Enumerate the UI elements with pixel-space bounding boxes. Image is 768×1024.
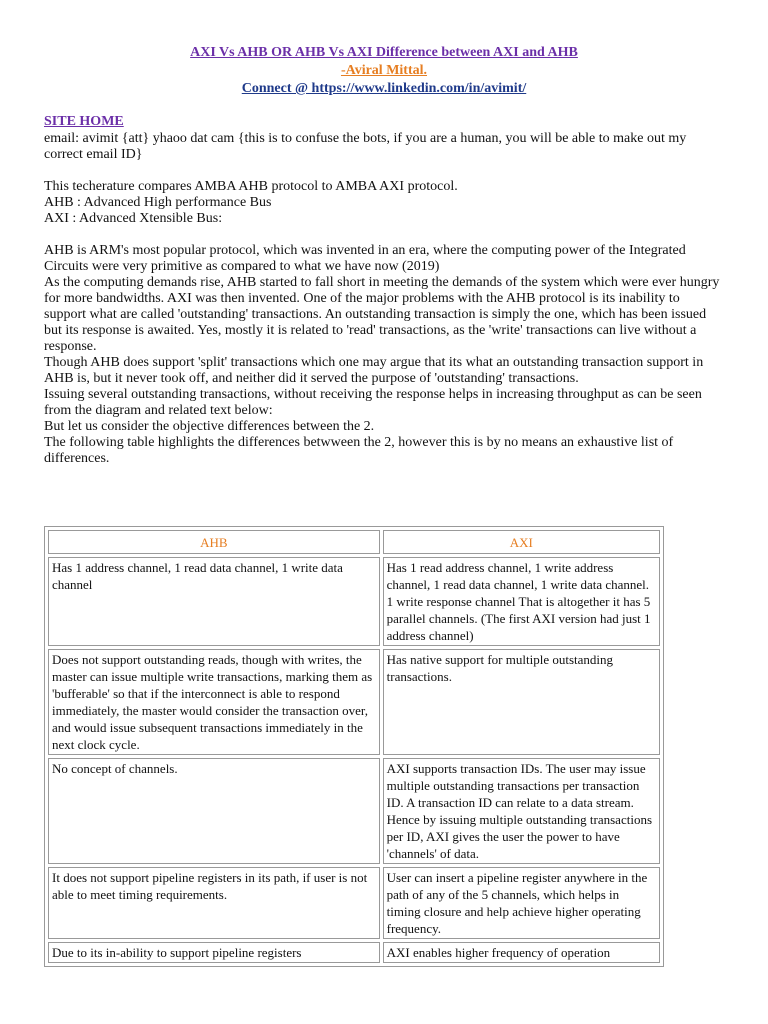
table-row — [48, 758, 660, 864]
header-axi: AXI — [383, 530, 660, 554]
paragraph: The following table highlights the differences betwween the 2, however this is by no means an exhaustive list of differences. — [44, 435, 674, 466]
linkedin-link[interactable]: Connect @ https://www.linkedin.com/in/avimit/ — [241, 81, 527, 96]
cell-ahb: Due to its in-ability to support pipeline registers — [48, 942, 380, 963]
cell-axi: AXI supports transaction IDs. The user may issue multiple outstanding transactions per transaction ID. A transaction ID can relate to a data stream. Hence by issuing multiple outstanding transactions per ID, AXI gives the user the power to have 'channels' of data. — [383, 758, 660, 864]
table-header-row — [48, 530, 660, 554]
paragraph: Though AHB does support 'split' transactions which one may argue that its what an outstanding transaction support in AHB is, but it never took off, and neither did it served the purpose of 'outstanding' transactions. — [44, 355, 704, 386]
cell-axi: User can insert a pipeline register anywhere in the path of any of the 5 channels, which helps in timing closure and help achieve higher operating frequency. — [383, 867, 660, 939]
site-home-link[interactable]: SITE HOME — [44, 114, 124, 129]
paragraph-gap — [44, 227, 724, 243]
cell-axi: Has native support for multiple outstanding transactions. — [383, 649, 660, 755]
paragraph: AXI : Advanced Xtensible Bus: — [44, 211, 223, 226]
paragraph: email: avimit {att} yhaoo dat cam {this is to confuse the bots, if you are a human, you will be able to make out my correct email ID} — [44, 131, 687, 162]
paragraph: Issuing several outstanding transactions, without receiving the response helps in increasing throughput as can be seen from the diagram and related text below: — [44, 387, 702, 418]
cell-ahb: Has 1 address channel, 1 read data channel, 1 write data channel — [48, 557, 380, 646]
cell-ahb: Does not support outstanding reads, though with writes, the master can issue multiple write transactions, marking them as 'bufferable' so that if the interconnect is able to respond immediately, the master would consider the transaction over, and would issue subsequent transactions immediately in the next clock cycle. — [48, 649, 380, 755]
page-title[interactable]: AXI Vs AHB OR AHB Vs AXI Difference between AXI and AHB — [190, 45, 578, 60]
paragraph: As the computing demands rise, AHB started to fall short in meeting the demands of the system which were ever hungry for more bandwidths. AXI was then invented. One of the major problems with the AHB protocol is its inability to support what are called 'outstanding' transactions. An outstanding transaction is simply the one, which has been issued but its response is awaited. Yes, mostly it is related to 'read' transactions, as the 'write' transactions can live without a response. — [44, 275, 720, 354]
paragraph: AHB : Advanced High performance Bus — [44, 195, 272, 210]
table-row — [48, 867, 660, 939]
header-ahb: AHB — [48, 530, 380, 554]
body-text — [44, 131, 724, 467]
comparison-table — [44, 526, 664, 967]
paragraph: This techerature compares AMBA AHB protocol to AMBA AXI protocol. — [44, 179, 458, 194]
cell-axi: Has 1 read address channel, 1 write address channel, 1 read data channel, 1 write data channel. 1 write response channel That is altogether it has 5 parallel channels. (The first AXI version had just 1 address channel) — [383, 557, 660, 646]
cell-ahb: No concept of channels. — [48, 758, 380, 864]
document-header — [0, 44, 768, 98]
paragraph-gap — [44, 163, 724, 179]
cell-axi: AXI enables higher frequency of operation — [383, 942, 660, 963]
table-row — [48, 942, 660, 963]
author-link[interactable]: -Aviral Mittal. — [340, 63, 428, 78]
cell-ahb: It does not support pipeline registers in its path, if user is not able to meet timing requirements. — [48, 867, 380, 939]
table-body — [48, 557, 660, 963]
table-row — [48, 557, 660, 646]
paragraph: But let us consider the objective differences between the 2. — [44, 419, 375, 434]
paragraph: AHB is ARM's most popular protocol, which was invented in an era, where the computing power of the Integrated Circuits were very primitive as compared to what we have now (2019) — [44, 243, 686, 274]
table-row — [48, 649, 660, 755]
